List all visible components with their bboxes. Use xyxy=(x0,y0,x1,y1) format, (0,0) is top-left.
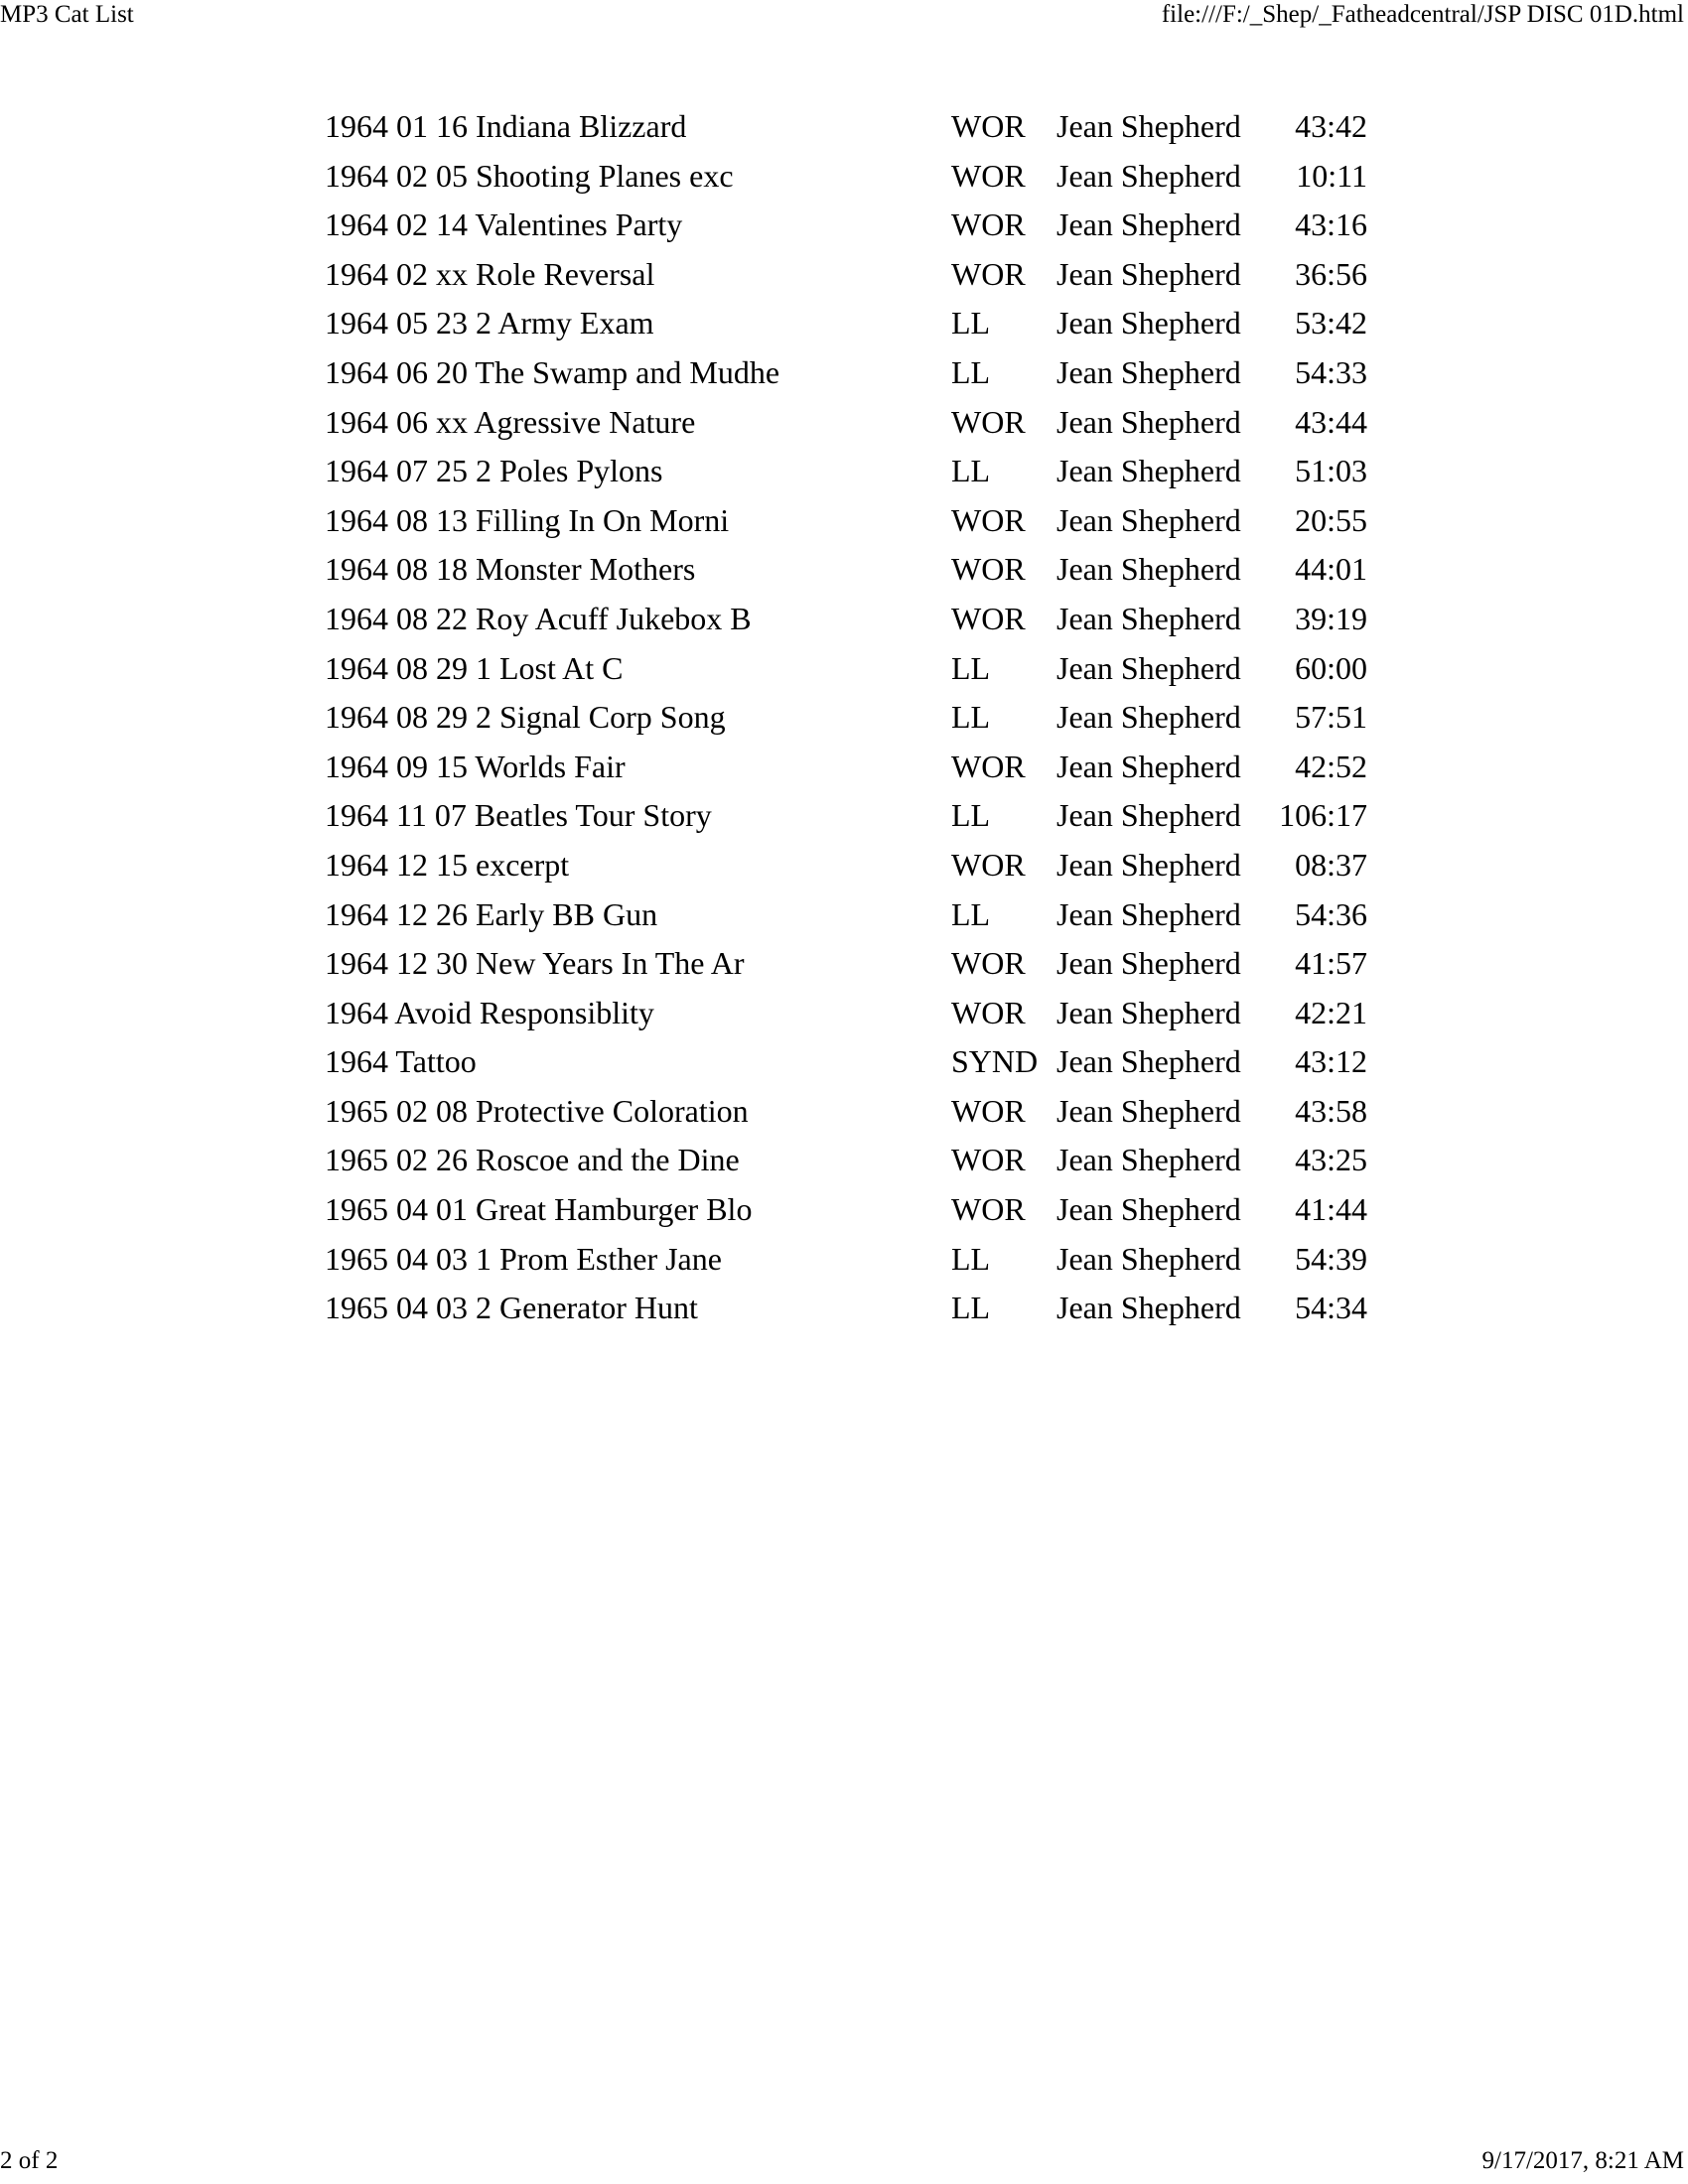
track-title: 1964 08 22 Roy Acuff Jukebox B xyxy=(325,600,752,636)
track-station: LL xyxy=(951,649,991,686)
track-host: Jean Shepherd xyxy=(1056,108,1241,144)
track-station: WOR xyxy=(951,748,1026,784)
track-length: 43:58 xyxy=(1295,1092,1367,1129)
track-title: 1964 06 20 The Swamp and Mudhe xyxy=(325,353,780,390)
track-host: Jean Shepherd xyxy=(1056,994,1241,1030)
track-title: 1964 02 14 Valentines Party xyxy=(325,206,683,243)
track-station: WOR xyxy=(951,501,1026,538)
track-length: 60:00 xyxy=(1295,649,1367,686)
track-station: SYND xyxy=(951,1043,1039,1080)
track-host: Jean Shepherd xyxy=(1056,501,1241,538)
table-row xyxy=(325,595,1367,644)
track-title: 1964 12 15 excerpt xyxy=(325,846,570,883)
table-row xyxy=(325,743,1367,792)
track-station: WOR xyxy=(951,994,1026,1030)
track-station: WOR xyxy=(951,945,1026,982)
track-host: Jean Shepherd xyxy=(1056,748,1241,784)
print-datetime: 9/17/2017, 8:21 AM xyxy=(1481,2147,1684,2174)
track-title: 1965 04 01 Great Hamburger Blo xyxy=(325,1191,753,1228)
track-host: Jean Shepherd xyxy=(1056,1092,1241,1129)
table-row xyxy=(325,299,1367,348)
track-title: 1964 01 16 Indiana Blizzard xyxy=(325,108,687,144)
track-host: Jean Shepherd xyxy=(1056,1043,1241,1080)
track-title: 1964 Tattoo xyxy=(325,1043,477,1080)
track-length: 42:52 xyxy=(1295,748,1367,784)
track-host: Jean Shepherd xyxy=(1056,895,1241,932)
table-row xyxy=(325,1136,1367,1185)
print-header xyxy=(0,0,1688,30)
table-row xyxy=(325,496,1367,546)
track-length: 20:55 xyxy=(1295,501,1367,538)
table-row xyxy=(325,989,1367,1038)
print-footer xyxy=(0,2146,1688,2176)
track-host: Jean Shepherd xyxy=(1056,797,1241,834)
track-host: Jean Shepherd xyxy=(1056,1290,1241,1326)
track-length: 43:12 xyxy=(1295,1043,1367,1080)
track-station: WOR xyxy=(951,403,1026,440)
track-title: 1964 06 xx Agressive Nature xyxy=(325,403,696,440)
table-row xyxy=(325,102,1367,152)
track-station: WOR xyxy=(951,108,1026,144)
table-row xyxy=(325,644,1367,694)
table-row xyxy=(325,152,1367,202)
track-station: WOR xyxy=(951,1142,1026,1178)
track-length: 42:21 xyxy=(1295,994,1367,1030)
track-title: 1965 02 08 Protective Coloration xyxy=(325,1092,749,1129)
track-length: 36:56 xyxy=(1295,255,1367,292)
table-row xyxy=(325,1037,1367,1087)
track-host: Jean Shepherd xyxy=(1056,699,1241,736)
track-title: 1964 07 25 2 Poles Pylons xyxy=(325,453,663,489)
track-length: 51:03 xyxy=(1295,453,1367,489)
table-row xyxy=(325,201,1367,250)
table-row xyxy=(325,693,1367,743)
track-station: WOR xyxy=(951,600,1026,636)
track-station: WOR xyxy=(951,157,1026,194)
table-row xyxy=(325,447,1367,496)
track-length: 08:37 xyxy=(1295,846,1367,883)
track-title: 1964 08 13 Filling In On Morni xyxy=(325,501,730,538)
track-host: Jean Shepherd xyxy=(1056,945,1241,982)
track-length: 54:33 xyxy=(1295,353,1367,390)
track-length: 54:36 xyxy=(1295,895,1367,932)
track-host: Jean Shepherd xyxy=(1056,403,1241,440)
track-station: WOR xyxy=(951,846,1026,883)
track-length: 41:57 xyxy=(1295,945,1367,982)
table-row xyxy=(325,348,1367,398)
track-host: Jean Shepherd xyxy=(1056,649,1241,686)
table-row xyxy=(325,250,1367,300)
track-title: 1964 Avoid Responsiblity xyxy=(325,994,654,1030)
track-station: LL xyxy=(951,353,991,390)
track-host: Jean Shepherd xyxy=(1056,1240,1241,1277)
track-station: LL xyxy=(951,797,991,834)
track-title: 1965 02 26 Roscoe and the Dine xyxy=(325,1142,740,1178)
track-host: Jean Shepherd xyxy=(1056,255,1241,292)
track-station: LL xyxy=(951,1290,991,1326)
table-row xyxy=(325,1185,1367,1235)
track-title: 1964 12 26 Early BB Gun xyxy=(325,895,658,932)
track-length: 10:11 xyxy=(1296,157,1367,194)
track-length: 44:01 xyxy=(1295,551,1367,588)
page-url: file:///F:/_Shep/_Fatheadcentral/JSP DISC 01D.html xyxy=(1161,1,1684,28)
track-host: Jean Shepherd xyxy=(1056,600,1241,636)
track-host: Jean Shepherd xyxy=(1056,453,1241,489)
track-station: WOR xyxy=(951,551,1026,588)
track-host: Jean Shepherd xyxy=(1056,1191,1241,1228)
track-host: Jean Shepherd xyxy=(1056,206,1241,243)
table-row xyxy=(325,1284,1367,1333)
track-length: 53:42 xyxy=(1295,305,1367,341)
track-station: LL xyxy=(951,305,991,341)
table-row xyxy=(325,939,1367,989)
table-row xyxy=(325,890,1367,940)
track-station: WOR xyxy=(951,255,1026,292)
table-row xyxy=(325,398,1367,448)
page-title: MP3 Cat List xyxy=(0,1,134,28)
track-title: 1964 08 29 1 Lost At C xyxy=(325,649,624,686)
table-row xyxy=(325,791,1367,841)
track-title: 1964 08 29 2 Signal Corp Song xyxy=(325,699,726,736)
track-length: 54:39 xyxy=(1295,1240,1367,1277)
track-title: 1964 09 15 Worlds Fair xyxy=(325,748,626,784)
table-row xyxy=(325,1087,1367,1137)
track-title: 1964 12 30 New Years In The Ar xyxy=(325,945,745,982)
track-station: LL xyxy=(951,453,991,489)
track-host: Jean Shepherd xyxy=(1056,353,1241,390)
track-host: Jean Shepherd xyxy=(1056,305,1241,341)
track-length: 43:16 xyxy=(1295,206,1367,243)
track-host: Jean Shepherd xyxy=(1056,157,1241,194)
track-host: Jean Shepherd xyxy=(1056,551,1241,588)
track-host: Jean Shepherd xyxy=(1056,1142,1241,1178)
track-length: 57:51 xyxy=(1295,699,1367,736)
track-length: 39:19 xyxy=(1295,600,1367,636)
track-title: 1964 08 18 Monster Mothers xyxy=(325,551,696,588)
track-length: 43:44 xyxy=(1295,403,1367,440)
track-host: Jean Shepherd xyxy=(1056,846,1241,883)
track-length: 106:17 xyxy=(1279,797,1367,834)
table-row xyxy=(325,841,1367,890)
table-row xyxy=(325,545,1367,595)
track-title: 1964 02 05 Shooting Planes exc xyxy=(325,157,734,194)
track-length: 43:25 xyxy=(1295,1142,1367,1178)
track-title: 1964 02 xx Role Reversal xyxy=(325,255,655,292)
track-title: 1965 04 03 2 Generator Hunt xyxy=(325,1290,698,1326)
track-length: 54:34 xyxy=(1295,1290,1367,1326)
track-title: 1964 05 23 2 Army Exam xyxy=(325,305,654,341)
track-station: WOR xyxy=(951,1092,1026,1129)
track-station: LL xyxy=(951,1240,991,1277)
track-length: 41:44 xyxy=(1295,1191,1367,1228)
catalog-list xyxy=(325,102,1367,1333)
table-row xyxy=(325,1235,1367,1285)
track-length: 43:42 xyxy=(1295,108,1367,144)
track-station: WOR xyxy=(951,206,1026,243)
page-number: 2 of 2 xyxy=(0,2147,59,2174)
track-station: LL xyxy=(951,699,991,736)
track-station: LL xyxy=(951,895,991,932)
track-station: WOR xyxy=(951,1191,1026,1228)
track-title: 1965 04 03 1 Prom Esther Jane xyxy=(325,1240,722,1277)
track-title: 1964 11 07 Beatles Tour Story xyxy=(325,797,712,834)
